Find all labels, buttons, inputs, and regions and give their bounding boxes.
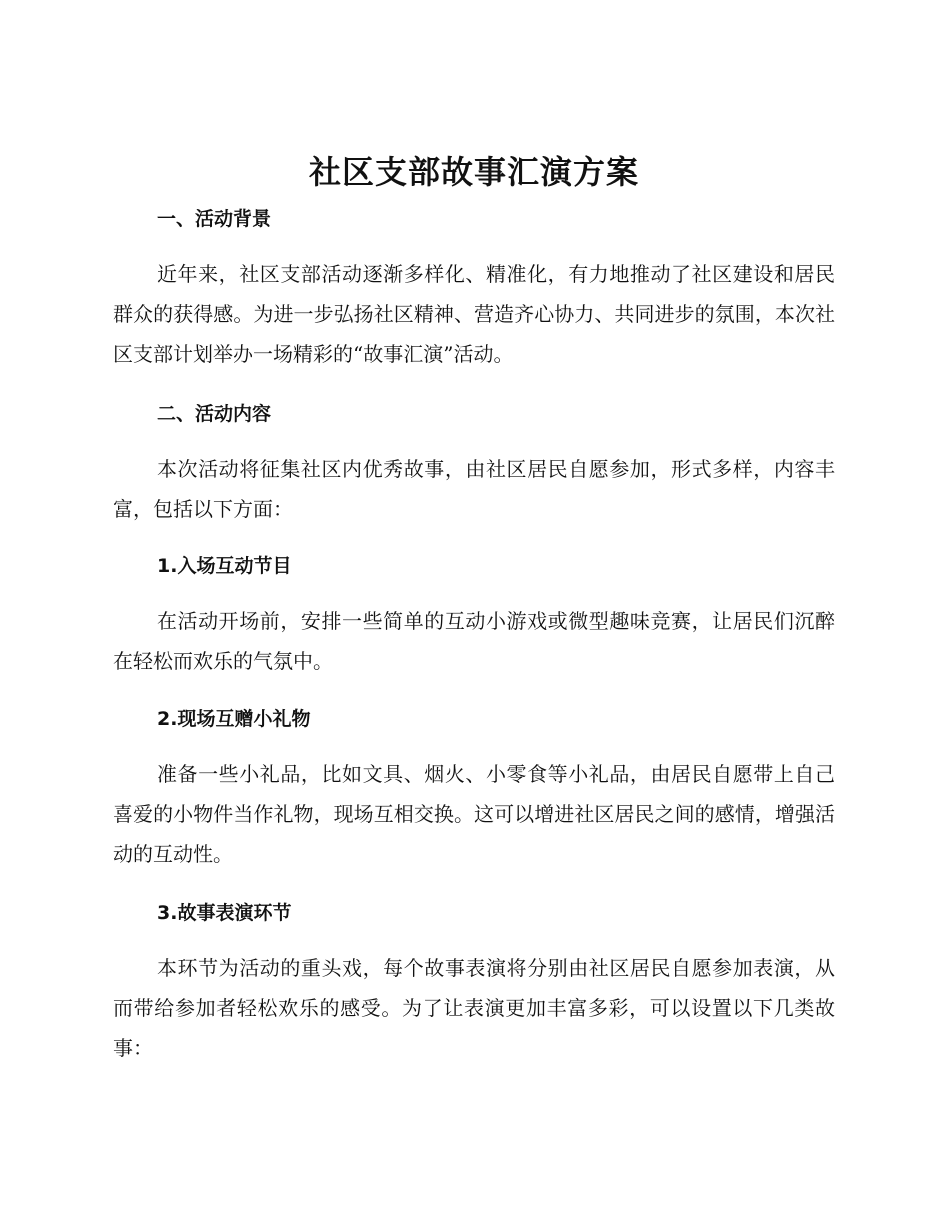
paragraph-interactive-program: 在活动开场前，安排一些简单的互动小游戏或微型趣味竞赛，让居民们沉醉在轻松而欢乐的气氛中。 xyxy=(113,609,835,673)
paragraph-background: 近年来，社区支部活动逐渐多样化、精准化，有力地推动了社区建设和居民群众的获得感。为进一步弘扬社区精神、营造齐心协力、共同进步的氛围，本次社区支部计划举办一场精彩的“故事汇演”活动。 xyxy=(113,262,835,366)
section-heading-background: 一、活动背景 xyxy=(157,208,272,230)
subsection-heading-interactive-program: 1.入场互动节目 xyxy=(157,555,292,577)
paragraph-story-performance: 本环节为活动的重头戏，每个故事表演将分别由社区居民自愿参加表演，从而带给参加者轻松欢乐的感受。为了让表演更加丰富多彩，可以设置以下几类故事： xyxy=(113,956,835,1060)
paragraph-gift-exchange: 准备一些小礼品，比如文具、烟火、小零食等小礼品，由居民自愿带上自己喜爱的小物件当作礼物，现场互相交换。这可以增进社区居民之间的感情，增强活动的互动性。 xyxy=(113,762,835,866)
section-heading-content: 二、活动内容 xyxy=(157,403,272,425)
subsection-heading-story-performance: 3.故事表演环节 xyxy=(157,902,292,924)
page-title: 社区支部故事汇演方案 xyxy=(308,153,639,191)
paragraph-content: 本次活动将征集社区内优秀故事，由社区居民自愿参加，形式多样，内容丰富，包括以下方面： xyxy=(113,457,835,521)
subsection-heading-gift-exchange: 2.现场互赠小礼物 xyxy=(157,708,311,730)
